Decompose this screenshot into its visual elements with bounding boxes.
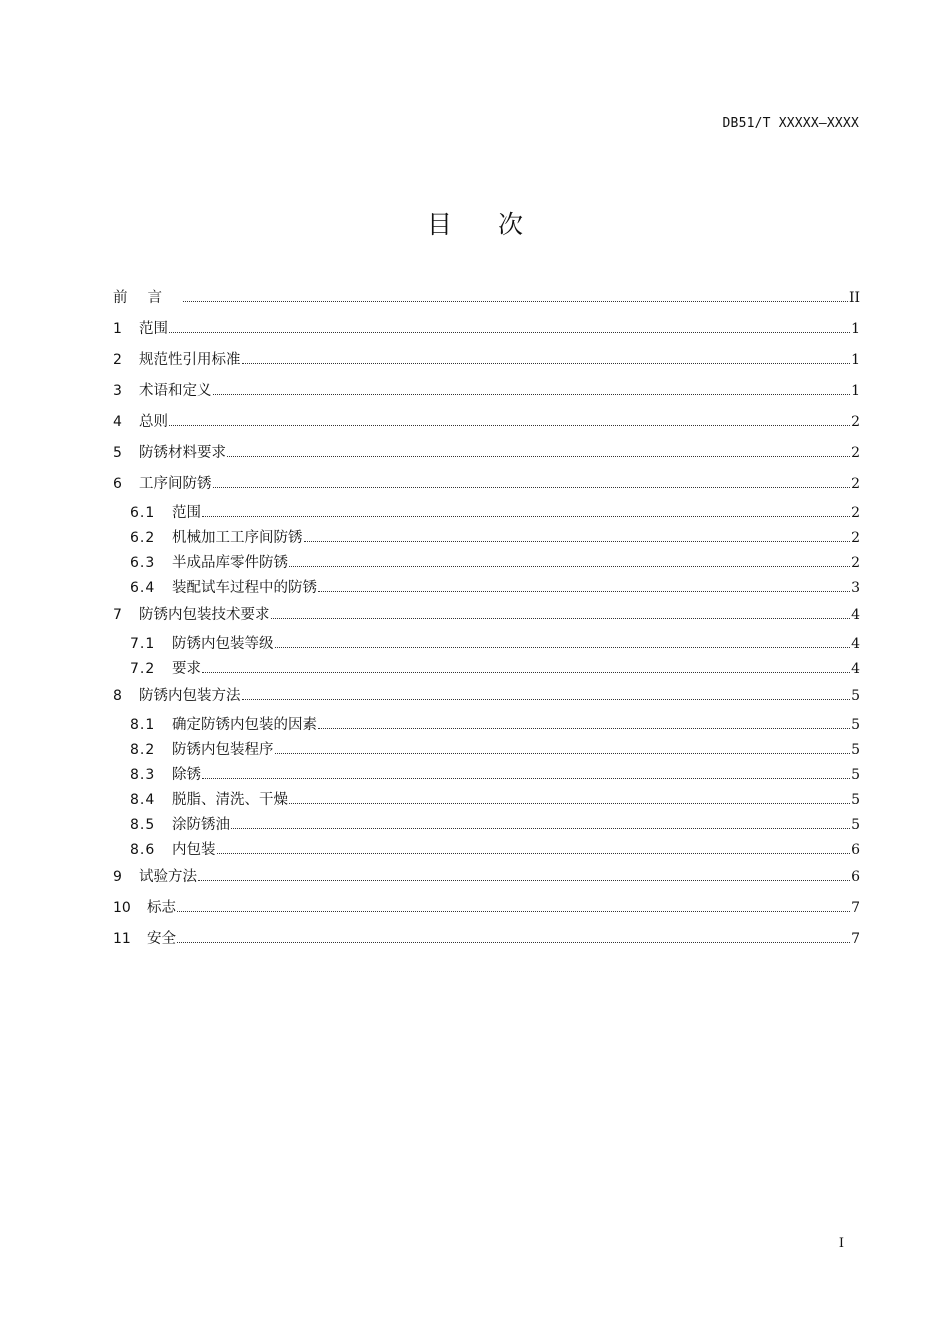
toc-entry[interactable] (113, 576, 860, 601)
toc-dot-leader (271, 617, 851, 619)
toc-dot-leader (231, 827, 850, 829)
toc-entry-number: 3 (113, 383, 122, 399)
toc-entry-number: 8.3 (130, 767, 156, 783)
toc-entry-title: 防锈内包装等级 (172, 636, 274, 652)
toc-entry-page: 5 (851, 817, 860, 833)
toc-entry[interactable] (113, 632, 860, 657)
toc-entry[interactable] (113, 838, 860, 863)
toc-entry[interactable] (113, 813, 860, 838)
toc-dot-leader (242, 362, 851, 364)
toc-entry-page: 5 (851, 688, 860, 704)
toc-dot-leader (213, 393, 851, 395)
document-code: DB51/T XXXXX—XXXX (722, 116, 859, 131)
toc-entry-page: 5 (851, 792, 860, 808)
toc-entry[interactable] (113, 713, 860, 738)
toc-dot-leader (202, 777, 850, 779)
toc-entry-title: 总则 (139, 414, 168, 430)
toc-dot-leader (289, 802, 850, 804)
toc-entry-number: 8.2 (130, 742, 156, 758)
toc-entry-title: 确定防锈内包装的因素 (172, 717, 317, 733)
table-of-contents (113, 284, 860, 956)
toc-dot-leader (318, 590, 850, 592)
toc-dot-leader (275, 752, 851, 754)
toc-entry-page: 5 (851, 767, 860, 783)
toc-entry-number: 8 (113, 688, 122, 704)
toc-entry-page: 1 (851, 383, 860, 399)
toc-entry[interactable] (113, 501, 860, 526)
toc-dot-leader (304, 540, 851, 542)
toc-entry[interactable] (113, 682, 860, 713)
toc-entry-number: 9 (113, 869, 122, 885)
toc-entry-number: 7.1 (130, 636, 156, 652)
toc-entry-number: 6.4 (130, 580, 156, 596)
toc-entry-title: 防锈内包装程序 (172, 742, 274, 758)
toc-entry-number: 8.4 (130, 792, 156, 808)
toc-dot-leader (289, 565, 850, 567)
toc-entry-title: 标志 (147, 900, 176, 916)
toc-entry-number: 4 (113, 414, 122, 430)
toc-dot-leader (169, 424, 850, 426)
toc-dot-leader (227, 455, 850, 457)
toc-entry-number: 7 (113, 607, 122, 623)
toc-entry-number: 8.5 (130, 817, 156, 833)
toc-dot-leader (169, 331, 850, 333)
toc-entry-title: 安全 (147, 931, 176, 947)
toc-entry-title: 规范性引用标准 (139, 352, 241, 368)
toc-entry-page: 1 (851, 352, 860, 368)
toc-entry-number: 1 (113, 321, 122, 337)
toc-entry-page: 4 (851, 607, 860, 623)
toc-entry-title: 防锈材料要求 (139, 445, 226, 461)
toc-dot-leader (217, 852, 851, 854)
toc-entry-page: 2 (851, 445, 860, 461)
toc-entry[interactable] (113, 551, 860, 576)
toc-entry-title: 工序间防锈 (139, 476, 212, 492)
toc-entry-number: 8.6 (130, 842, 156, 858)
toc-entry-title: 前言 (113, 290, 182, 306)
toc-entry[interactable] (113, 408, 860, 439)
toc-entry[interactable] (113, 925, 860, 956)
toc-entry[interactable] (113, 788, 860, 813)
toc-dot-leader (177, 910, 850, 912)
toc-entry-title: 涂防锈油 (172, 817, 230, 833)
toc-entry[interactable] (113, 346, 860, 377)
toc-entry-title: 装配试车过程中的防锈 (172, 580, 317, 596)
toc-entry-number: 7.2 (130, 661, 156, 677)
toc-entry-title: 术语和定义 (139, 383, 212, 399)
toc-entry-page: 2 (851, 555, 860, 571)
toc-entry-page: 2 (851, 414, 860, 430)
toc-entry-page: II (848, 290, 860, 306)
page-number: I (838, 1236, 844, 1251)
toc-entry[interactable] (113, 526, 860, 551)
toc-dot-leader (275, 646, 851, 648)
toc-entry-page: 3 (851, 580, 860, 596)
toc-entry-page: 4 (851, 661, 860, 677)
toc-entry[interactable] (113, 315, 860, 346)
toc-dot-leader (202, 515, 850, 517)
toc-entry-title: 范围 (172, 505, 201, 521)
toc-dot-leader (242, 698, 851, 700)
toc-dot-leader (318, 727, 850, 729)
toc-entry-page: 6 (851, 842, 860, 858)
toc-entry[interactable] (113, 601, 860, 632)
toc-entry-title: 半成品库零件防锈 (172, 555, 288, 571)
toc-entry-number: 11 (113, 931, 131, 947)
toc-entry-page: 6 (851, 869, 860, 885)
toc-entry-number: 6.1 (130, 505, 156, 521)
toc-entry[interactable] (113, 657, 860, 682)
toc-entry[interactable] (113, 439, 860, 470)
toc-entry-title: 除锈 (172, 767, 201, 783)
toc-entry[interactable] (113, 894, 860, 925)
toc-entry-title: 内包装 (172, 842, 216, 858)
toc-entry[interactable] (113, 284, 860, 315)
toc-entry-page: 5 (851, 717, 860, 733)
toc-entry-number: 8.1 (130, 717, 156, 733)
toc-dot-leader (213, 486, 851, 488)
toc-entry[interactable] (113, 763, 860, 788)
toc-title: 目次 (426, 210, 569, 239)
toc-entry[interactable] (113, 738, 860, 763)
toc-entry-page: 4 (851, 636, 860, 652)
toc-entry-page: 7 (851, 931, 860, 947)
toc-dot-leader (202, 671, 850, 673)
toc-entry-number: 6 (113, 476, 122, 492)
toc-entry[interactable] (113, 377, 860, 408)
toc-entry-page: 2 (851, 530, 860, 546)
toc-entry[interactable] (113, 470, 860, 501)
toc-entry-title: 机械加工工序间防锈 (172, 530, 303, 546)
toc-dot-leader (198, 879, 850, 881)
toc-entry-number: 6.3 (130, 555, 156, 571)
toc-entry-number: 5 (113, 445, 122, 461)
toc-entry-title: 范围 (139, 321, 168, 337)
toc-entry-number: 2 (113, 352, 122, 368)
toc-entry-title: 防锈内包装技术要求 (139, 607, 270, 623)
toc-entry-title: 要求 (172, 661, 201, 677)
toc-dot-leader (183, 300, 848, 302)
toc-entry-title: 试验方法 (139, 869, 197, 885)
toc-dot-leader (177, 941, 850, 943)
toc-entry-page: 1 (851, 321, 860, 337)
toc-entry-title: 防锈内包装方法 (139, 688, 241, 704)
toc-entry-number: 10 (113, 900, 131, 916)
toc-entry-page: 2 (851, 505, 860, 521)
toc-entry-page: 2 (851, 476, 860, 492)
toc-entry[interactable] (113, 863, 860, 894)
toc-entry-page: 5 (851, 742, 860, 758)
toc-entry-number: 6.2 (130, 530, 156, 546)
toc-entry-title: 脱脂、清洗、干燥 (172, 792, 288, 808)
toc-entry-page: 7 (851, 900, 860, 916)
